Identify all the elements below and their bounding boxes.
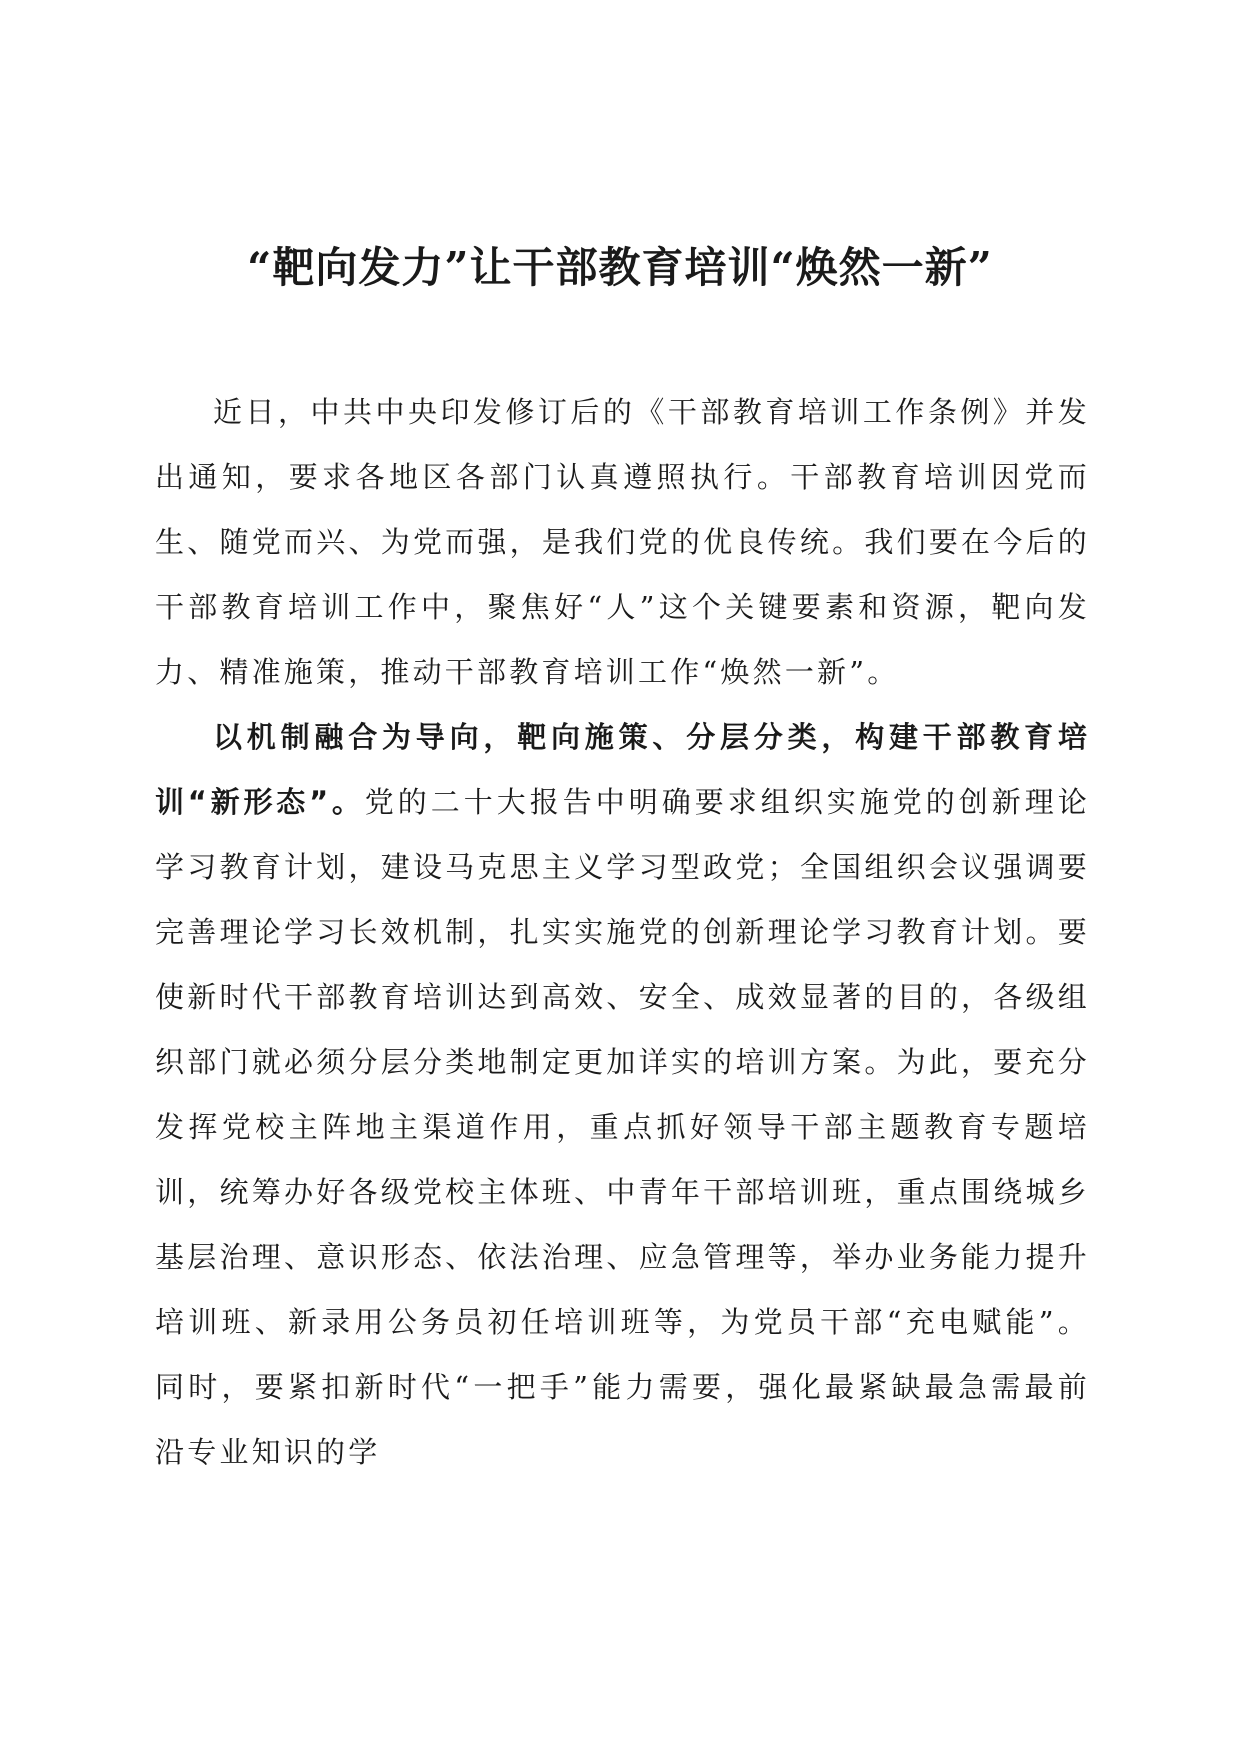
document-body (155, 380, 1090, 1485)
paragraph-intro (155, 380, 1090, 705)
paragraph-mechanism (155, 705, 1090, 1485)
paragraph-lead-heading: 以机制融合为导向，靶向施策、分层分类，构建干部教育培训“新形态”。 (155, 720, 1090, 819)
paragraph-text: 近日，中共中央印发修订后的《干部教育培训工作条例》并发出通知，要求各地区各部门认真遵照执行。干部教育培训因党而生、随党而兴、为党而强，是我们党的优良传统。我们要在今后的干部教育培训工作中，聚焦好“人”这个关键要素和资源，靶向发力、精准施策，推动干部教育培训工作“焕然一新”。 (155, 395, 1090, 689)
document-title: “靶向发力”让干部教育培训“焕然一新” (247, 243, 993, 292)
paragraph-text: 党的二十大报告中明确要求组织实施党的创新理论学习教育计划，建设马克思主义学习型政党；全国组织会议强调要完善理论学习长效机制，扎实实施党的创新理论学习教育计划。要使新时代干部教育培训达到高效、安全、成效显著的目的，各级组织部门就必须分层分类地制定更加详实的培训方案。为此，要充分发挥党校主阵地主渠道作用，重点抓好领导干部主题教育专题培训，统筹办好各级党校主体班、中青年干部培训班，重点围绕城乡基层治理、意识形态、依法治理、应急管理等，举办业务能力提升培训班、新录用公务员初任培训班等，为党员干部“充电赋能”。同时，要紧扣新时代“一把手”能力需要，强化最紧缺最急需最前沿专业知识的学 (155, 785, 1091, 1469)
